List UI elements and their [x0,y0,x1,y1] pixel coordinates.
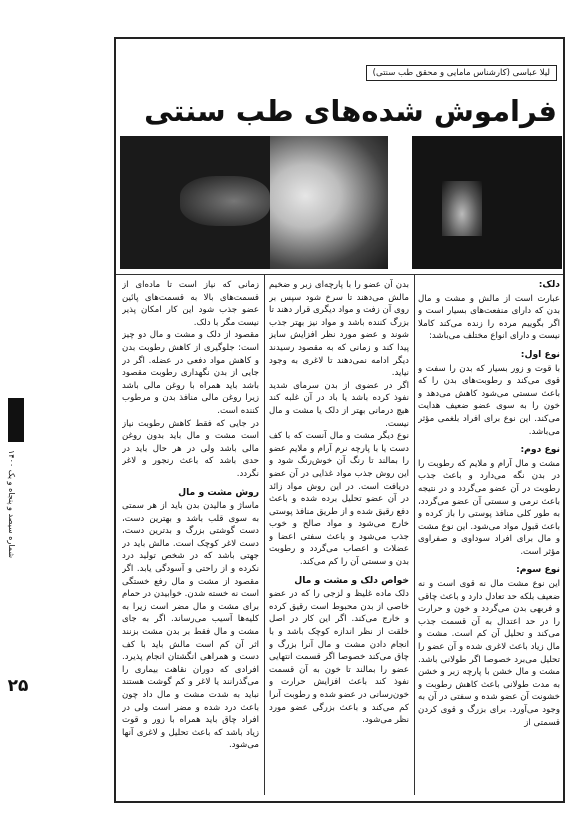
section-paragraph: زمانی که نیاز است تا ماده‌ای از قسمت‌های بالا به قسمت‌های پائین عضو جذب شود این کار امکان پذیر نیست مگر با دلک. [122,280,259,328]
issue-caption-text: شماره سیصد و پنجاه و یک ۱۴۰۰ [7,450,16,559]
section-paragraph: این نوع مشت مال نه قوی است و نه ضعیف بلکه حد تعادل دارد و باعث چاقی و فربهی بدن می‌گردد و خون و حرارت را در حد اعتدال به آن قسمت جذب می‌کند و تحلیل آن کم است. مشت و مال زیاد باعث لاغری شده و آن عضو را تحلیل می‌برد خصوصا اگر طولانی باشد. مشت و مال خشن با پارچه زبر و خشن به مدت طولانی باعث کاهش رطوبت و خشونت آن عضو شده و سفتی در آن به وجود می‌آورد. برای بزرگ و قوی کردن قسمتی از [418,579,560,728]
article-title: فراموش شده‌های طب سنتی [144,94,557,128]
text-column-2 [269,279,409,793]
section-paragraph: با قوت و زور بسیار که بدن را سفت و قوی می‌کند و رطوبت‌های بدن را که باعث سستی می‌شود کاهش می‌دهد و خون را به سوی عضو ضعیف هدایت می‌کند. این نوع برای افراد بلغمی مؤثر می‌باشد. [418,363,560,437]
article-photo-dark [412,136,562,269]
column-divider [264,275,265,795]
text-column-3 [122,279,259,793]
photo-divider [116,274,563,275]
article-frame [114,37,565,803]
section-paragraph: اگر در عضوی از بدن سرمای شدید نفوذ کرده باشد یا باد در آن غلبه کند هیچ درمانی بهتر از دلک یا مشت و مال نیست. [269,380,409,429]
section-heading: نوع اول: [520,348,560,360]
photo-shadow-shape [180,176,270,226]
section-heading: خواص دلک و مشت و مال [294,574,409,586]
article-photo-hands [120,136,388,269]
section-paragraph: در جایی که فقط کاهش رطوبت نیاز است مشت و مال باید بدون روغن مالی باشد ولی در هر حال باید در حدی باشد که باعث رنجور و لاغر نگردد. [122,418,259,479]
page-number: ۲۵ [7,676,29,696]
author-byline: لیلا عباسی (کارشناس مامایی و محقق طب سنتی) [366,65,557,81]
section-paragraph: مشت و مال آرام و ملایم که رطوبت را در بدن نگه می‌دارد و باعث جذب رطوبت در آن عضو می‌گردد و در نتیجه باعث نرمی و سستی آن عضو می‌گردد، به طور کلی منافذ پوستی را باز کرده و باعث قبول مواد می‌شود. این نوع مشت و مال برای افراد سوداوی و صفراوی مؤثر است. [418,458,560,557]
section-paragraph: ماساژ و مالیدن بدن باید از هر سمتی به سوی قلب باشد و بهترین دست، دست گوشتی بزرگ و بدترین دست، دست لاغر کوچک است. مالش باید در جهتی باشد که در شخص تولید درد نکرده و از راحتی و آسودگی یابد. اگر مقصود از مشت و مال رفع خستگی است نه خسته شدن. خوابیدن در حمام برای مشت و مال مضر است زیرا به کلیه‌ها آسیب می‌رساند. اگر به جای مشت و مال فقط بر بدن مشت بزنند اثر آن کم است مالش باید با کف دست و همراهی انگشتان انجام پذیرد. افرادی که دوران نقاهت بیماری را می‌گذرانند یا لاغر و کم گوشت هستند نباید به شدت مشت و مال داد چون باعث درد شده و مضر است ولی در افراد چاق باید همراه با زور و قوت زیاد باشد که باعث تحلیل و لاغری آنها می‌شود. [122,501,259,751]
section-heading: نوع دوم: [520,444,560,456]
section-paragraph: بدن آن عضو را با پارچه‌ای زبر و ضخیم مالش می‌دهند تا سرخ شود سپس بر روی آن زفت و مواد دیگری قرار دهند تا بزرگ کننده باشد و مواد نیز بهتر جذب شوند و عضو مورد نظر افزایش سایز پیدا کند و زمانی که به مقصود رسیدند دیگر ادامه نمی‌دهند تا لاغری به وجود نیاید. [269,280,409,379]
section-paragraph: عبارت است از مالش و مشت و مال بدن که دارای منفعت‌های بسیار است و اگر بگوییم مرده را زنده می‌کند کاملا نیست و دارای انواع مختلف می‌باشد: [418,293,560,342]
section-heading: نوع سوم: [516,564,560,576]
section-heading: دلک: [538,279,560,290]
photo-light-shape [442,181,482,236]
text-column-1 [418,279,560,793]
issue-caption [4,450,28,670]
section-paragraph: دلک ماده غلیظ و لزجی را که در عضو خاصی از بدن محبوط است رقیق کرده و خارج می‌کند. اگر این کار در اصل خلقت از نظر اندازه کوچک باشد و با انجام دادن مشت و مال آنرا بزرگ و چاق می‌کند خصوصا اگر قسمت انتهایی عضو را بمالند تا خون به آن قسمت نفوذ کند باعث افزایش حرارت و خون‌رسانی در عضو شده و رطوبت آنرا کم می‌کند و باعث بزرگی عضو مورد نظر می‌شود. [269,589,409,726]
section-heading: روش مشت و مال [178,486,259,498]
column-divider [414,275,415,795]
section-paragraph: مقصود از دلک و مشت و مال دو چیز است: جلوگیری از کاهش رطوبت بدن و کاهش مواد دفعی در عضله. اگر در جایی از بدن نگهداری رطوبت مقصود باشد باید همراه با روغن مالی باشد زیرا روغن مالی منافذ بدن و مرطوب کننده است. [122,330,259,416]
section-tab-marker [8,398,24,442]
section-paragraph: نوع دیگر مشت و مال آنست که با کف دست یا با پارچه نرم آرام و ملایم عضو را بمالند تا رنگ آن خوش‌رنگ شود و این روش جذب مواد غذایی در آن عضو دریافت است. در این روش مواد زائد در آن عضو تحلیل برده شده و باعث دفع رقیق شده و از طریق منافذ پوستی خارج می‌شود و مواد صالح و خوب جذب می‌شود و باعث سفتی اعضا و عضلات و اعصاب می‌گردد و رطوبت بدن و سستی آن را کم می‌کند. [269,431,409,568]
photo-highlight-shape [270,136,388,269]
